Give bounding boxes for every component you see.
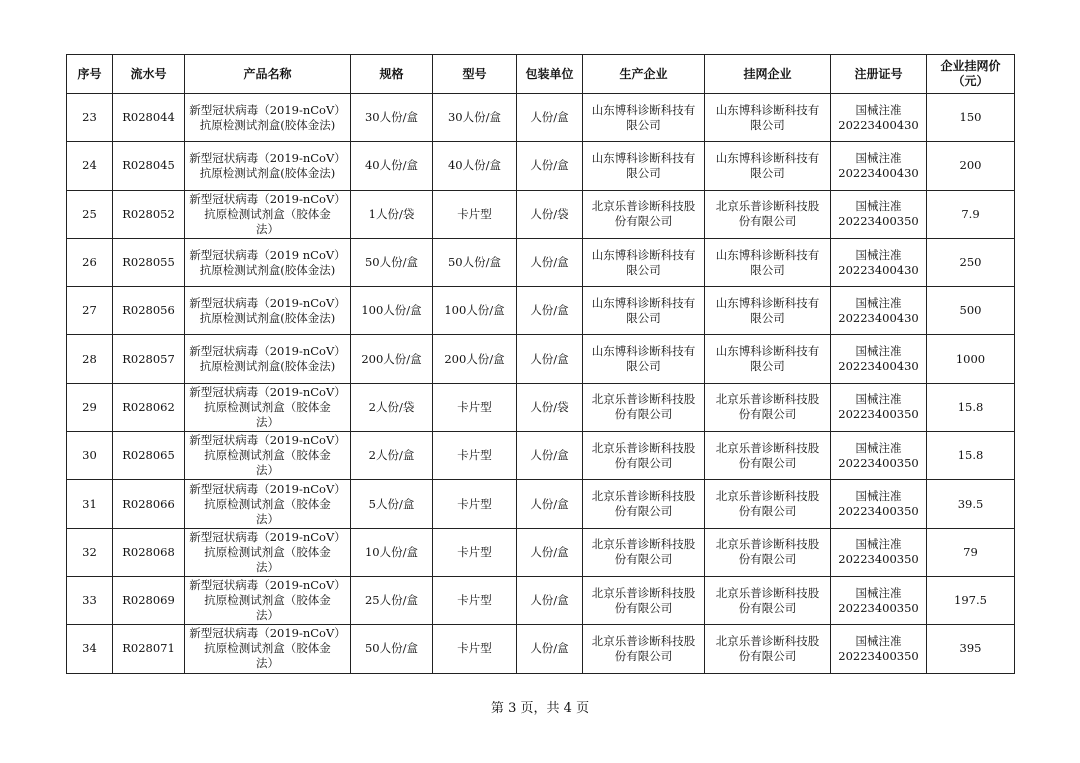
cell-listing-company: 北京乐普诊断科技股 份有限公司: [705, 432, 831, 480]
cell-registration-no: 国械注准 20223400350: [831, 190, 927, 238]
cell-serial: R028055: [113, 238, 185, 286]
cell-spec: 100人份/盒: [351, 287, 433, 335]
cell-product-name: 新型冠状病毒（2019-nCoV） 抗原检测试剂盒(胶体金法): [185, 287, 351, 335]
cell-package-unit: 人份/袋: [517, 190, 583, 238]
cell-package-unit: 人份/盒: [517, 238, 583, 286]
cell-spec: 40人份/盒: [351, 142, 433, 190]
cell-serial: R028062: [113, 383, 185, 431]
cell-package-unit: 人份/盒: [517, 625, 583, 673]
cell-no: 23: [67, 94, 113, 142]
cell-registration-no: 国械注准 20223400350: [831, 383, 927, 431]
header-listing-company: 挂网企业: [705, 55, 831, 94]
cell-spec: 200人份/盒: [351, 335, 433, 383]
header-model: 型号: [433, 55, 517, 94]
cell-listing-company: 山东博科诊断科技有 限公司: [705, 142, 831, 190]
cell-listing-company: 山东博科诊断科技有 限公司: [705, 287, 831, 335]
cell-model: 卡片型: [433, 625, 517, 673]
cell-listing-company: 北京乐普诊断科技股 份有限公司: [705, 528, 831, 576]
cell-no: 24: [67, 142, 113, 190]
cell-price: 79: [927, 528, 1015, 576]
cell-package-unit: 人份/袋: [517, 383, 583, 431]
cell-price: 200: [927, 142, 1015, 190]
cell-package-unit: 人份/盒: [517, 432, 583, 480]
cell-registration-no: 国械注准 20223400430: [831, 238, 927, 286]
cell-price: 250: [927, 238, 1015, 286]
cell-manufacturer: 北京乐普诊断科技股 份有限公司: [583, 625, 705, 673]
cell-product-name: 新型冠状病毒（2019-nCoV） 抗原检测试剂盒（胶体金 法）: [185, 383, 351, 431]
cell-price: 7.9: [927, 190, 1015, 238]
table-row: [67, 238, 1015, 286]
cell-serial: R028045: [113, 142, 185, 190]
cell-serial: R028065: [113, 432, 185, 480]
cell-product-name: 新型冠状病毒（2019-nCoV） 抗原检测试剂盒(胶体金法): [185, 142, 351, 190]
header-row: [67, 55, 1015, 94]
cell-listing-company: 山东博科诊断科技有 限公司: [705, 238, 831, 286]
cell-spec: 50人份/盒: [351, 625, 433, 673]
header-serial: 流水号: [113, 55, 185, 94]
cell-price: 395: [927, 625, 1015, 673]
cell-spec: 25人份/盒: [351, 576, 433, 624]
cell-no: 28: [67, 335, 113, 383]
cell-product-name: 新型冠状病毒（2019-nCoV） 抗原检测试剂盒（胶体金 法）: [185, 625, 351, 673]
cell-listing-company: 山东博科诊断科技有 限公司: [705, 335, 831, 383]
cell-model: 卡片型: [433, 190, 517, 238]
cell-serial: R028066: [113, 480, 185, 528]
cell-package-unit: 人份/盒: [517, 480, 583, 528]
cell-model: 卡片型: [433, 576, 517, 624]
cell-serial: R028071: [113, 625, 185, 673]
cell-listing-company: 北京乐普诊断科技股 份有限公司: [705, 625, 831, 673]
header-spec: 规格: [351, 55, 433, 94]
footer-total-pages: 4: [563, 701, 572, 716]
cell-package-unit: 人份/盒: [517, 576, 583, 624]
cell-spec: 2人份/袋: [351, 383, 433, 431]
page-footer: [0, 697, 1080, 716]
cell-price: 1000: [927, 335, 1015, 383]
cell-model: 100人份/盒: [433, 287, 517, 335]
cell-serial: R028044: [113, 94, 185, 142]
table-row: [67, 142, 1015, 190]
cell-model: 40人份/盒: [433, 142, 517, 190]
cell-model: 卡片型: [433, 383, 517, 431]
cell-no: 25: [67, 190, 113, 238]
cell-manufacturer: 山东博科诊断科技有 限公司: [583, 94, 705, 142]
cell-price: 39.5: [927, 480, 1015, 528]
table-row: [67, 625, 1015, 673]
cell-price: 500: [927, 287, 1015, 335]
footer-suffix: 页: [576, 701, 590, 716]
cell-manufacturer: 北京乐普诊断科技股 份有限公司: [583, 190, 705, 238]
cell-registration-no: 国械注准 20223400350: [831, 576, 927, 624]
header-package-unit: 包装单位: [517, 55, 583, 94]
cell-package-unit: 人份/盒: [517, 94, 583, 142]
cell-no: 29: [67, 383, 113, 431]
cell-manufacturer: 北京乐普诊断科技股 份有限公司: [583, 528, 705, 576]
cell-price: 150: [927, 94, 1015, 142]
cell-no: 31: [67, 480, 113, 528]
table-row: [67, 190, 1015, 238]
cell-product-name: 新型冠状病毒（2019-nCoV） 抗原检测试剂盒（胶体金 法）: [185, 480, 351, 528]
cell-model: 50人份/盒: [433, 238, 517, 286]
cell-package-unit: 人份/盒: [517, 287, 583, 335]
cell-package-unit: 人份/盒: [517, 142, 583, 190]
cell-manufacturer: 北京乐普诊断科技股 份有限公司: [583, 432, 705, 480]
cell-serial: R028057: [113, 335, 185, 383]
cell-registration-no: 国械注准 20223400350: [831, 480, 927, 528]
cell-manufacturer: 北京乐普诊断科技股 份有限公司: [583, 480, 705, 528]
cell-no: 33: [67, 576, 113, 624]
cell-listing-company: 北京乐普诊断科技股 份有限公司: [705, 383, 831, 431]
header-manufacturer: 生产企业: [583, 55, 705, 94]
cell-no: 32: [67, 528, 113, 576]
cell-product-name: 新型冠状病毒（2019 nCoV） 抗原检测试剂盒(胶体金法): [185, 238, 351, 286]
table-row: [67, 383, 1015, 431]
cell-registration-no: 国械注准 20223400430: [831, 335, 927, 383]
footer-current-page: 3: [508, 701, 517, 716]
cell-no: 34: [67, 625, 113, 673]
footer-prefix: 第: [490, 701, 504, 716]
table-row: [67, 576, 1015, 624]
cell-registration-no: 国械注准 20223400350: [831, 625, 927, 673]
cell-model: 30人份/盒: [433, 94, 517, 142]
cell-spec: 10人份/盒: [351, 528, 433, 576]
footer-separator: 页，共: [520, 701, 560, 716]
cell-price: 15.8: [927, 383, 1015, 431]
cell-registration-no: 国械注准 20223400350: [831, 432, 927, 480]
cell-registration-no: 国械注准 20223400350: [831, 528, 927, 576]
cell-spec: 2人份/盒: [351, 432, 433, 480]
cell-manufacturer: 山东博科诊断科技有 限公司: [583, 287, 705, 335]
table-body: [67, 94, 1015, 674]
cell-price: 197.5: [927, 576, 1015, 624]
cell-registration-no: 国械注准 20223400430: [831, 287, 927, 335]
cell-product-name: 新型冠状病毒（2019-nCoV） 抗原检测试剂盒(胶体金法): [185, 94, 351, 142]
table-row: [67, 528, 1015, 576]
cell-serial: R028052: [113, 190, 185, 238]
price-table: [66, 54, 1015, 674]
cell-listing-company: 北京乐普诊断科技股 份有限公司: [705, 190, 831, 238]
cell-serial: R028068: [113, 528, 185, 576]
header-product-name: 产品名称: [185, 55, 351, 94]
cell-package-unit: 人份/盒: [517, 528, 583, 576]
cell-no: 30: [67, 432, 113, 480]
cell-registration-no: 国械注准 20223400430: [831, 94, 927, 142]
table-row: [67, 432, 1015, 480]
cell-model: 卡片型: [433, 432, 517, 480]
header-no: 序号: [67, 55, 113, 94]
cell-spec: 1人份/袋: [351, 190, 433, 238]
table-row: [67, 480, 1015, 528]
cell-product-name: 新型冠状病毒（2019-nCoV） 抗原检测试剂盒（胶体金 法）: [185, 528, 351, 576]
cell-listing-company: 北京乐普诊断科技股 份有限公司: [705, 576, 831, 624]
cell-product-name: 新型冠状病毒（2019-nCoV） 抗原检测试剂盒(胶体金法): [185, 335, 351, 383]
cell-registration-no: 国械注准 20223400430: [831, 142, 927, 190]
cell-manufacturer: 山东博科诊断科技有 限公司: [583, 335, 705, 383]
cell-package-unit: 人份/盒: [517, 335, 583, 383]
cell-listing-company: 北京乐普诊断科技股 份有限公司: [705, 480, 831, 528]
cell-model: 卡片型: [433, 528, 517, 576]
table-row: [67, 94, 1015, 142]
cell-manufacturer: 北京乐普诊断科技股 份有限公司: [583, 383, 705, 431]
cell-manufacturer: 北京乐普诊断科技股 份有限公司: [583, 576, 705, 624]
table-row: [67, 287, 1015, 335]
cell-model: 卡片型: [433, 480, 517, 528]
cell-manufacturer: 山东博科诊断科技有 限公司: [583, 238, 705, 286]
header-price: 企业挂网价 （元）: [927, 55, 1015, 94]
header-registration-no: 注册证号: [831, 55, 927, 94]
cell-no: 27: [67, 287, 113, 335]
cell-product-name: 新型冠状病毒（2019-nCoV） 抗原检测试剂盒（胶体金 法）: [185, 190, 351, 238]
cell-serial: R028069: [113, 576, 185, 624]
cell-no: 26: [67, 238, 113, 286]
cell-listing-company: 山东博科诊断科技有 限公司: [705, 94, 831, 142]
table-row: [67, 335, 1015, 383]
cell-model: 200人份/盒: [433, 335, 517, 383]
cell-spec: 30人份/盒: [351, 94, 433, 142]
cell-product-name: 新型冠状病毒（2019-nCoV） 抗原检测试剂盒（胶体金 法）: [185, 432, 351, 480]
cell-serial: R028056: [113, 287, 185, 335]
cell-price: 15.8: [927, 432, 1015, 480]
cell-manufacturer: 山东博科诊断科技有 限公司: [583, 142, 705, 190]
cell-spec: 5人份/盒: [351, 480, 433, 528]
table-header: [67, 55, 1015, 94]
cell-spec: 50人份/盒: [351, 238, 433, 286]
cell-product-name: 新型冠状病毒（2019-nCoV） 抗原检测试剂盒（胶体金 法）: [185, 576, 351, 624]
